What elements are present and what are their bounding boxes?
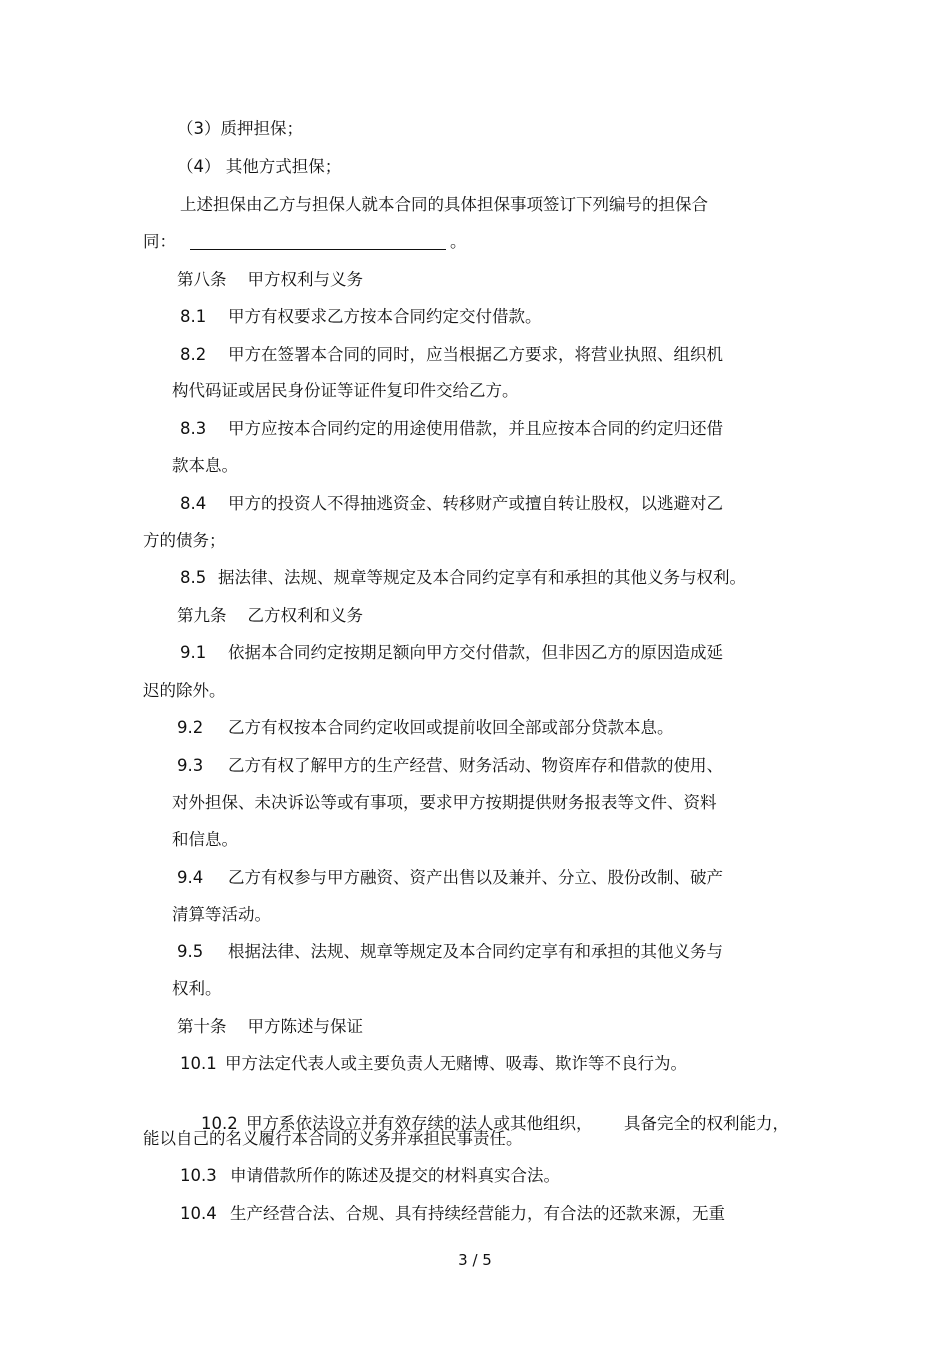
clause-10-2-cont: 能以自己的名义履行本合同的义务并承担民事责任。 xyxy=(143,1129,523,1148)
clause-text: 甲方的投资人不得抽逃资金、转移财产或擅自转让股权，以逃避对乙 xyxy=(228,494,723,513)
paragraph-guarantee-line2 xyxy=(143,231,467,253)
article-8-title: 第八条 甲方权利与义务 xyxy=(177,270,363,289)
article-10-title: 第十条 甲方陈述与保证 xyxy=(177,1017,363,1036)
clause-8-2 xyxy=(180,344,723,366)
clause-9-3-cont2: 和信息。 xyxy=(172,830,238,849)
clause-number: 8.1 xyxy=(180,307,207,326)
clause-9-3-cont: 对外担保、未决诉讼等或有事项，要求甲方按期提供财务报表等文件、资料 xyxy=(172,793,717,812)
clause-number: 9.1 xyxy=(180,643,207,662)
clause-10-1 xyxy=(180,1053,687,1075)
clause-8-5 xyxy=(180,567,746,589)
list-item-pledge: （3）质押担保； xyxy=(177,119,303,138)
guarantee-prefix: 同： xyxy=(143,232,176,251)
clause-number: 10.3 xyxy=(180,1166,217,1185)
clause-9-4-cont: 清算等活动。 xyxy=(172,905,271,924)
clause-number: 8.2 xyxy=(180,345,207,364)
clause-9-1-cont: 迟的除外。 xyxy=(143,681,226,700)
clause-text: 据法律、法规、规章等规定及本合同约定享有和承担的其他义务与权利。 xyxy=(218,568,746,587)
clause-9-5 xyxy=(177,941,723,963)
clause-text: 生产经营合法、合规、具有持续经营能力，有合法的还款来源，无重 xyxy=(230,1204,725,1223)
clause-number: 9.5 xyxy=(177,942,204,961)
clause-number: 9.4 xyxy=(177,868,204,887)
clause-number: 9.2 xyxy=(177,718,204,737)
clause-8-4-cont: 方的债务； xyxy=(143,531,226,550)
clause-text: 根据法律、法规、规章等规定及本合同约定享有和承担的其他义务与 xyxy=(228,942,723,961)
clause-number: 8.3 xyxy=(180,419,207,438)
clause-9-3 xyxy=(177,755,723,777)
clause-8-3 xyxy=(180,418,723,440)
paragraph-guarantee-line1: 上述担保由乙方与担保人就本合同的具体担保事项签订下列编号的担保合 xyxy=(180,195,708,214)
clause-9-1 xyxy=(180,642,723,664)
clause-number: 10.1 xyxy=(180,1054,217,1073)
clause-10-4 xyxy=(180,1203,725,1225)
clause-9-4 xyxy=(177,867,723,889)
clause-10-3 xyxy=(180,1165,560,1187)
page-indicator: 3 / 5 xyxy=(458,1251,492,1269)
clause-9-5-cont: 权利。 xyxy=(172,979,222,998)
clause-number: 10.2 xyxy=(200,1114,238,1133)
clause-text: 甲方法定代表人或主要负责人无赌博、吸毒、欺诈等不良行为。 xyxy=(225,1054,687,1073)
clause-text: 乙方有权了解甲方的生产经营、财务活动、物资库存和借款的使用、 xyxy=(228,756,723,775)
clause-number: 8.5 xyxy=(180,568,207,587)
guarantee-suffix: 。 xyxy=(450,232,467,251)
clause-text: 甲方应按本合同约定的用途使用借款，并且应按本合同的约定归还借 xyxy=(228,419,723,438)
clause-text: 甲方系依法设立并有效存续的法人或其他组织， 具备完全的权利能力， xyxy=(245,1114,789,1133)
clause-text: 甲方在签署本合同的同时，应当根据乙方要求，将营业执照、组织机 xyxy=(228,345,723,364)
clause-text: 甲方有权要求乙方按本合同约定交付借款。 xyxy=(228,307,542,326)
clause-number: 9.3 xyxy=(177,756,204,775)
contract-number-blank xyxy=(190,232,446,250)
clause-text: 乙方有权参与甲方融资、资产出售以及兼并、分立、股份改制、破产 xyxy=(228,868,723,887)
clause-text: 乙方有权按本合同约定收回或提前收回全部或部分贷款本息。 xyxy=(228,718,674,737)
article-9-title: 第九条 乙方权利和义务 xyxy=(177,606,363,625)
list-item-other-guarantee: （4） 其他方式担保； xyxy=(177,157,342,176)
clause-8-2-cont: 构代码证或居民身份证等证件复印件交给乙方。 xyxy=(172,381,519,400)
clause-number: 8.4 xyxy=(180,494,207,513)
clause-8-4 xyxy=(180,493,723,515)
clause-text: 依据本合同约定按期足额向甲方交付借款，但非因乙方的原因造成延 xyxy=(228,643,723,662)
clause-8-1 xyxy=(180,306,542,328)
clause-number: 10.4 xyxy=(180,1204,217,1223)
clause-9-2 xyxy=(177,717,674,739)
clause-8-3-cont: 款本息。 xyxy=(172,456,238,475)
clause-text: 申请借款所作的陈述及提交的材料真实合法。 xyxy=(230,1166,560,1185)
